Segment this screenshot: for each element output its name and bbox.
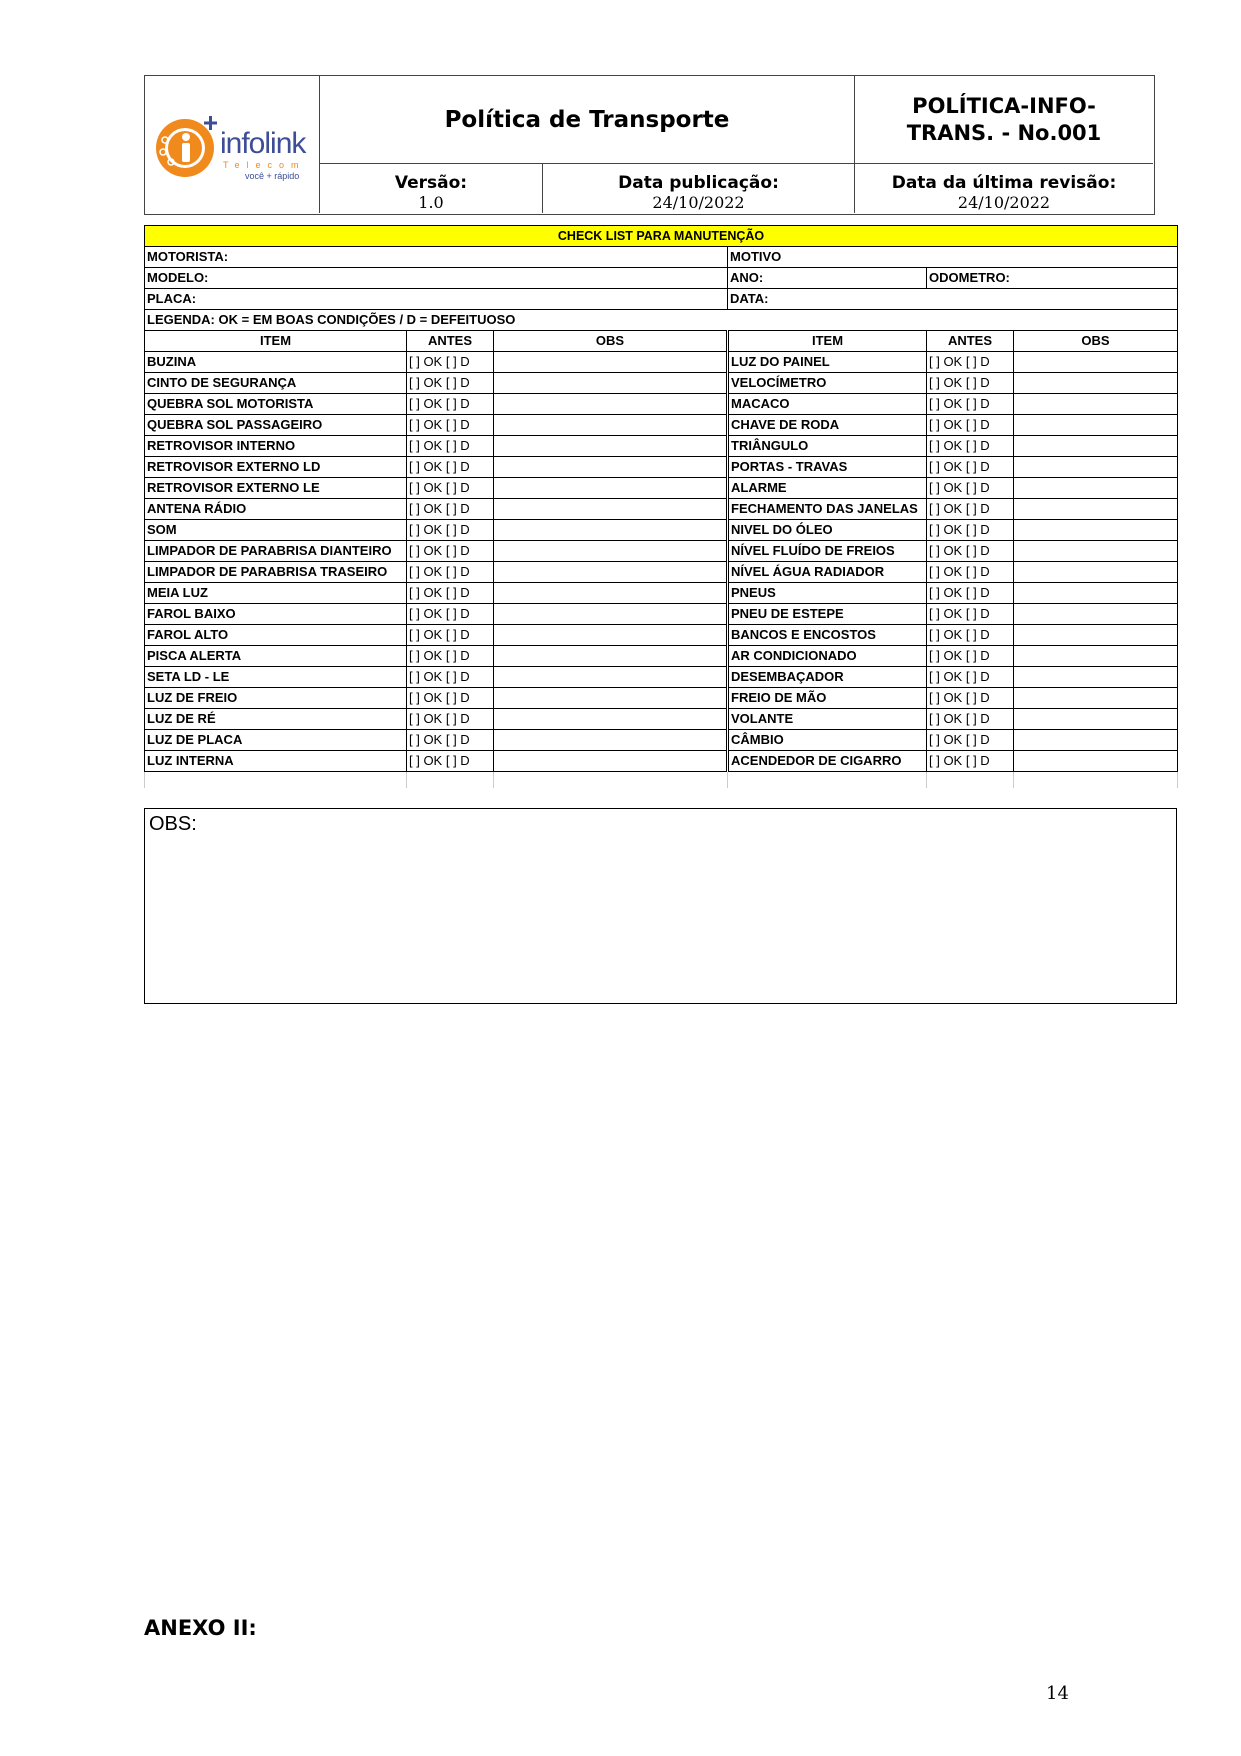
odometer-field: ODOMETRO: bbox=[927, 268, 1178, 289]
obs-cell[interactable] bbox=[1014, 394, 1178, 415]
table-row bbox=[145, 751, 1178, 772]
item-name: CÂMBIO bbox=[728, 730, 927, 751]
check-options[interactable]: [ ] OK [ ] D bbox=[407, 604, 494, 625]
item-name: RETROVISOR EXTERNO LD bbox=[145, 457, 407, 478]
obs-cell[interactable] bbox=[1014, 646, 1178, 667]
obs-cell[interactable] bbox=[494, 562, 728, 583]
check-options[interactable]: [ ] OK [ ] D bbox=[927, 730, 1014, 751]
check-options[interactable]: [ ] OK [ ] D bbox=[927, 751, 1014, 772]
publication-date-value: 24/10/2022 bbox=[652, 193, 745, 212]
item-name: LUZ DO PAINEL bbox=[728, 352, 927, 373]
obs-cell[interactable] bbox=[494, 352, 728, 373]
table-row bbox=[145, 604, 1178, 625]
page-number: 14 bbox=[1046, 1683, 1069, 1704]
table-row bbox=[145, 688, 1178, 709]
table-row bbox=[145, 499, 1178, 520]
item-name: AR CONDICIONADO bbox=[728, 646, 927, 667]
document-code bbox=[855, 76, 1153, 164]
obs-cell[interactable] bbox=[494, 520, 728, 541]
obs-cell[interactable] bbox=[494, 478, 728, 499]
logo-slogan: você + rápido bbox=[245, 171, 300, 181]
check-options[interactable]: [ ] OK [ ] D bbox=[927, 478, 1014, 499]
revision-date-label: Data da última revisão: bbox=[891, 173, 1117, 193]
document-header bbox=[144, 75, 1155, 215]
annex-heading: ANEXO II: bbox=[144, 1616, 257, 1640]
check-options[interactable]: [ ] OK [ ] D bbox=[407, 688, 494, 709]
table-row bbox=[145, 415, 1178, 436]
item-name: QUEBRA SOL MOTORISTA bbox=[145, 394, 407, 415]
obs-cell[interactable] bbox=[494, 751, 728, 772]
check-options[interactable]: [ ] OK [ ] D bbox=[407, 457, 494, 478]
item-name: LUZ DE PLACA bbox=[145, 730, 407, 751]
table-row bbox=[145, 625, 1178, 646]
check-options[interactable]: [ ] OK [ ] D bbox=[407, 667, 494, 688]
publication-date-cell bbox=[543, 164, 855, 213]
check-options[interactable]: [ ] OK [ ] D bbox=[927, 436, 1014, 457]
check-options[interactable]: [ ] OK [ ] D bbox=[407, 646, 494, 667]
table-row bbox=[145, 373, 1178, 394]
obs-cell[interactable] bbox=[1014, 625, 1178, 646]
blank-cell bbox=[145, 772, 407, 789]
date-field: DATA: bbox=[728, 289, 1178, 310]
check-options[interactable]: [ ] OK [ ] D bbox=[407, 625, 494, 646]
table-row bbox=[145, 709, 1178, 730]
check-options[interactable]: [ ] OK [ ] D bbox=[927, 352, 1014, 373]
item-name: LUZ INTERNA bbox=[145, 751, 407, 772]
year-field: ANO: bbox=[728, 268, 927, 289]
blank-cell bbox=[407, 772, 494, 789]
revision-date-value: 24/10/2022 bbox=[957, 193, 1051, 212]
item-name: FAROL ALTO bbox=[145, 625, 407, 646]
obs-cell[interactable] bbox=[494, 541, 728, 562]
check-options[interactable]: [ ] OK [ ] D bbox=[407, 751, 494, 772]
obs-cell[interactable] bbox=[1014, 499, 1178, 520]
obs-cell[interactable] bbox=[494, 688, 728, 709]
blank-cell bbox=[728, 772, 927, 789]
infolink-logo-icon bbox=[151, 110, 223, 182]
item-name: NÍVEL ÁGUA RADIADOR bbox=[728, 562, 927, 583]
obs-cell[interactable] bbox=[494, 709, 728, 730]
logo-subtitle: Telecom bbox=[223, 160, 306, 170]
check-options[interactable]: [ ] OK [ ] D bbox=[407, 499, 494, 520]
obs-cell[interactable] bbox=[1014, 667, 1178, 688]
item-name: MACACO bbox=[728, 394, 927, 415]
item-name: VOLANTE bbox=[728, 709, 927, 730]
check-options[interactable]: [ ] OK [ ] D bbox=[407, 394, 494, 415]
item-name: VELOCÍMETRO bbox=[728, 373, 927, 394]
maintenance-checklist bbox=[144, 225, 1177, 788]
check-options[interactable]: [ ] OK [ ] D bbox=[927, 583, 1014, 604]
col-obs-left: OBS bbox=[494, 331, 728, 352]
obs-cell[interactable] bbox=[494, 415, 728, 436]
check-options[interactable]: [ ] OK [ ] D bbox=[927, 520, 1014, 541]
obs-cell[interactable] bbox=[1014, 730, 1178, 751]
table-row bbox=[145, 667, 1178, 688]
obs-cell[interactable] bbox=[1014, 541, 1178, 562]
check-options[interactable]: [ ] OK [ ] D bbox=[927, 667, 1014, 688]
item-name: LIMPADOR DE PARABRISA DIANTEIRO bbox=[145, 541, 407, 562]
check-options[interactable]: [ ] OK [ ] D bbox=[407, 478, 494, 499]
check-options[interactable]: [ ] OK [ ] D bbox=[407, 436, 494, 457]
check-options[interactable]: [ ] OK [ ] D bbox=[407, 709, 494, 730]
item-name: PNEU DE ESTEPE bbox=[728, 604, 927, 625]
reason-field: MOTIVO bbox=[728, 247, 1178, 268]
table-row bbox=[145, 457, 1178, 478]
logo-wordmark: infolink bbox=[220, 127, 306, 160]
item-name: ANTENA RÁDIO bbox=[145, 499, 407, 520]
col-obs-right: OBS bbox=[1014, 331, 1178, 352]
obs-cell[interactable] bbox=[1014, 604, 1178, 625]
obs-cell[interactable] bbox=[494, 583, 728, 604]
obs-cell[interactable] bbox=[1014, 373, 1178, 394]
obs-cell[interactable] bbox=[1014, 415, 1178, 436]
item-name: RETROVISOR INTERNO bbox=[145, 436, 407, 457]
table-row bbox=[145, 436, 1178, 457]
table-row bbox=[145, 478, 1178, 499]
document-title: Política de Transporte bbox=[320, 76, 855, 164]
revision-date-cell bbox=[855, 164, 1153, 213]
obs-cell[interactable] bbox=[494, 499, 728, 520]
checklist-table bbox=[144, 225, 1178, 788]
check-options[interactable]: [ ] OK [ ] D bbox=[407, 562, 494, 583]
obs-cell[interactable] bbox=[494, 646, 728, 667]
item-name: CINTO DE SEGURANÇA bbox=[145, 373, 407, 394]
check-options[interactable]: [ ] OK [ ] D bbox=[927, 604, 1014, 625]
col-item-right: ITEM bbox=[728, 331, 927, 352]
table-row bbox=[145, 562, 1178, 583]
check-options[interactable]: [ ] OK [ ] D bbox=[927, 394, 1014, 415]
item-name: MEIA LUZ bbox=[145, 583, 407, 604]
item-name: PNEUS bbox=[728, 583, 927, 604]
obs-cell[interactable] bbox=[494, 730, 728, 751]
legend: LEGENDA: OK = EM BOAS CONDIÇÕES / D = DEFEITUOSO bbox=[145, 310, 1178, 331]
obs-cell[interactable] bbox=[1014, 436, 1178, 457]
plate-field: PLACA: bbox=[145, 289, 728, 310]
item-name: BUZINA bbox=[145, 352, 407, 373]
item-name: PISCA ALERTA bbox=[145, 646, 407, 667]
table-row bbox=[145, 394, 1178, 415]
blank-cell bbox=[1014, 772, 1178, 789]
check-options[interactable]: [ ] OK [ ] D bbox=[927, 457, 1014, 478]
blank-cell bbox=[927, 772, 1014, 789]
obs-cell[interactable] bbox=[1014, 520, 1178, 541]
obs-cell[interactable] bbox=[494, 667, 728, 688]
item-name: SETA LD - LE bbox=[145, 667, 407, 688]
item-name: LUZ DE FREIO bbox=[145, 688, 407, 709]
check-options[interactable]: [ ] OK [ ] D bbox=[407, 373, 494, 394]
obs-cell[interactable] bbox=[1014, 352, 1178, 373]
item-name: NÍVEL FLUÍDO DE FREIOS bbox=[728, 541, 927, 562]
item-name: QUEBRA SOL PASSAGEIRO bbox=[145, 415, 407, 436]
check-options[interactable]: [ ] OK [ ] D bbox=[927, 499, 1014, 520]
obs-cell[interactable] bbox=[1014, 709, 1178, 730]
observations-box[interactable] bbox=[144, 808, 1177, 1004]
table-row bbox=[145, 520, 1178, 541]
item-name: BANCOS E ENCOSTOS bbox=[728, 625, 927, 646]
check-options[interactable]: [ ] OK [ ] D bbox=[927, 415, 1014, 436]
version-label: Versão: bbox=[394, 173, 468, 193]
obs-cell[interactable] bbox=[1014, 478, 1178, 499]
item-name: DESEMBAÇADOR bbox=[728, 667, 927, 688]
item-name: PORTAS - TRAVAS bbox=[728, 457, 927, 478]
table-row bbox=[145, 583, 1178, 604]
check-options[interactable]: [ ] OK [ ] D bbox=[407, 415, 494, 436]
version-value: 1.0 bbox=[418, 193, 444, 212]
check-options[interactable]: [ ] OK [ ] D bbox=[927, 625, 1014, 646]
check-options[interactable]: [ ] OK [ ] D bbox=[927, 541, 1014, 562]
obs-cell[interactable] bbox=[1014, 562, 1178, 583]
check-options[interactable]: [ ] OK [ ] D bbox=[407, 541, 494, 562]
obs-cell[interactable] bbox=[494, 604, 728, 625]
col-item-left: ITEM bbox=[145, 331, 407, 352]
logo-cell bbox=[145, 76, 320, 213]
checklist-title: CHECK LIST PARA MANUTENÇÃO bbox=[145, 226, 1178, 247]
table-row bbox=[145, 541, 1178, 562]
check-options[interactable]: [ ] OK [ ] D bbox=[927, 688, 1014, 709]
item-name: LUZ DE RÉ bbox=[145, 709, 407, 730]
check-options[interactable]: [ ] OK [ ] D bbox=[927, 646, 1014, 667]
col-antes-left: ANTES bbox=[407, 331, 494, 352]
obs-cell[interactable] bbox=[494, 373, 728, 394]
check-options[interactable]: [ ] OK [ ] D bbox=[407, 583, 494, 604]
obs-cell[interactable] bbox=[494, 436, 728, 457]
obs-cell[interactable] bbox=[1014, 583, 1178, 604]
obs-cell[interactable] bbox=[1014, 688, 1178, 709]
observations-label: OBS: bbox=[149, 813, 197, 835]
table-row bbox=[145, 352, 1178, 373]
item-name: ALARME bbox=[728, 478, 927, 499]
item-name: CHAVE DE RODA bbox=[728, 415, 927, 436]
model-field: MODELO: bbox=[145, 268, 728, 289]
item-name: FECHAMENTO DAS JANELAS bbox=[728, 499, 927, 520]
item-name: ACENDEDOR DE CIGARRO bbox=[728, 751, 927, 772]
check-options[interactable]: [ ] OK [ ] D bbox=[407, 520, 494, 541]
table-row bbox=[145, 646, 1178, 667]
driver-field: MOTORISTA: bbox=[145, 247, 728, 268]
blank-cell bbox=[494, 772, 728, 789]
check-options[interactable]: [ ] OK [ ] D bbox=[927, 562, 1014, 583]
check-options[interactable]: [ ] OK [ ] D bbox=[407, 352, 494, 373]
obs-cell[interactable] bbox=[1014, 751, 1178, 772]
obs-cell[interactable] bbox=[494, 625, 728, 646]
column-header-row bbox=[145, 331, 1178, 352]
check-options[interactable]: [ ] OK [ ] D bbox=[407, 730, 494, 751]
item-name: RETROVISOR EXTERNO LE bbox=[145, 478, 407, 499]
item-name: FREIO DE MÃO bbox=[728, 688, 927, 709]
item-name: TRIÂNGULO bbox=[728, 436, 927, 457]
item-name: NIVEL DO ÓLEO bbox=[728, 520, 927, 541]
blank-row bbox=[145, 772, 1178, 789]
check-options[interactable]: [ ] OK [ ] D bbox=[927, 373, 1014, 394]
version-cell bbox=[320, 164, 543, 213]
item-name: FAROL BAIXO bbox=[145, 604, 407, 625]
check-options[interactable]: [ ] OK [ ] D bbox=[927, 709, 1014, 730]
document-code-line1: POLÍTICA-INFO- bbox=[912, 93, 1096, 118]
item-name: SOM bbox=[145, 520, 407, 541]
obs-cell[interactable] bbox=[494, 394, 728, 415]
obs-cell[interactable] bbox=[1014, 457, 1178, 478]
col-antes-right: ANTES bbox=[927, 331, 1014, 352]
publication-date-label: Data publicação: bbox=[618, 173, 779, 193]
obs-cell[interactable] bbox=[494, 457, 728, 478]
item-name: LIMPADOR DE PARABRISA TRASEIRO bbox=[145, 562, 407, 583]
document-code-line2: TRANS. - No.001 bbox=[906, 120, 1102, 145]
table-row bbox=[145, 730, 1178, 751]
